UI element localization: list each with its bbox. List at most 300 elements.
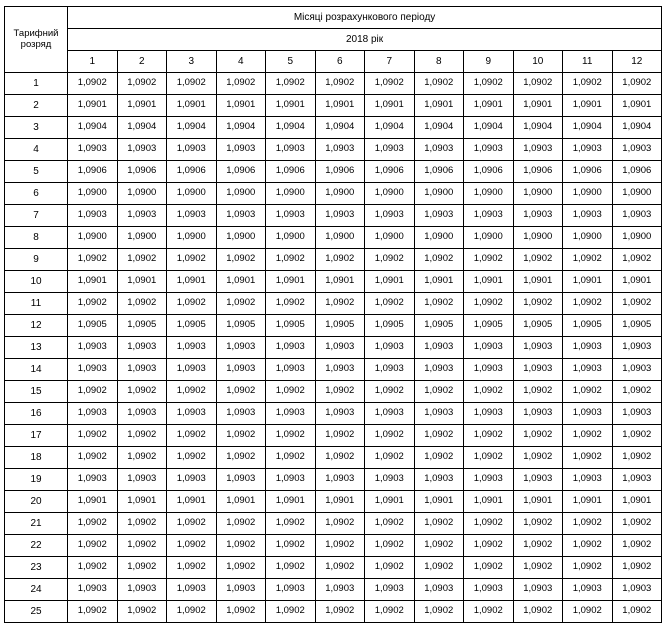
coefficient-cell: 1,0900 [414, 183, 464, 205]
corner-header-line2: розряд [20, 38, 52, 50]
coefficient-cell: 1,0901 [216, 491, 266, 513]
month-header-2: 2 [117, 51, 167, 73]
row-header-tariff-rank: 23 [5, 557, 68, 579]
coefficient-cell: 1,0902 [117, 249, 167, 271]
coefficient-cell: 1,0902 [315, 381, 365, 403]
coefficient-cell: 1,0904 [414, 117, 464, 139]
coefficient-cell: 1,0906 [216, 161, 266, 183]
coefficient-cell: 1,0901 [315, 95, 365, 117]
coefficient-cell: 1,0903 [315, 205, 365, 227]
coefficient-cell: 1,0901 [414, 95, 464, 117]
coefficient-cell: 1,0901 [513, 271, 563, 293]
coefficient-cell: 1,0903 [464, 337, 514, 359]
coefficient-cell: 1,0902 [167, 601, 217, 623]
coefficient-cell: 1,0903 [513, 403, 563, 425]
table-row [5, 73, 662, 95]
coefficient-cell: 1,0903 [365, 337, 415, 359]
coefficient-cell: 1,0905 [612, 315, 662, 337]
coefficient-cell: 1,0902 [464, 535, 514, 557]
coefficient-cell: 1,0903 [315, 359, 365, 381]
month-header-9: 9 [464, 51, 514, 73]
table-row [5, 579, 662, 601]
coefficient-cell: 1,0902 [513, 535, 563, 557]
coefficient-cell: 1,0903 [315, 469, 365, 491]
coefficient-cell: 1,0902 [612, 73, 662, 95]
coefficient-cell: 1,0903 [216, 469, 266, 491]
table-row [5, 183, 662, 205]
coefficient-cell: 1,0903 [612, 359, 662, 381]
coefficient-cell: 1,0902 [216, 425, 266, 447]
month-header-4: 4 [216, 51, 266, 73]
coefficient-cell: 1,0903 [117, 359, 167, 381]
coefficient-cell: 1,0901 [117, 491, 167, 513]
coefficient-cell: 1,0903 [216, 205, 266, 227]
coefficient-cell: 1,0901 [612, 95, 662, 117]
coefficient-cell: 1,0902 [167, 425, 217, 447]
coefficient-cell: 1,0902 [414, 293, 464, 315]
coefficient-cell: 1,0902 [563, 557, 613, 579]
month-header-10: 10 [513, 51, 563, 73]
coefficient-cell: 1,0903 [414, 205, 464, 227]
coefficient-cell: 1,0902 [414, 601, 464, 623]
coefficient-cell: 1,0902 [216, 557, 266, 579]
coefficient-cell: 1,0906 [117, 161, 167, 183]
coefficient-cell: 1,0903 [167, 469, 217, 491]
coefficient-cell: 1,0901 [414, 271, 464, 293]
coefficient-cell: 1,0903 [612, 337, 662, 359]
row-header-tariff-rank: 22 [5, 535, 68, 557]
coefficient-cell: 1,0903 [513, 579, 563, 601]
coefficient-cell: 1,0903 [513, 337, 563, 359]
coefficient-cell: 1,0900 [266, 227, 316, 249]
coefficient-cell: 1,0903 [117, 403, 167, 425]
coefficient-cell: 1,0902 [216, 73, 266, 95]
coefficient-cell: 1,0900 [68, 183, 118, 205]
coefficient-cell: 1,0903 [464, 579, 514, 601]
coefficient-cell: 1,0900 [117, 227, 167, 249]
coefficient-cell: 1,0902 [68, 381, 118, 403]
coefficient-cell: 1,0902 [315, 535, 365, 557]
coefficient-cell: 1,0906 [464, 161, 514, 183]
coefficient-cell: 1,0902 [464, 381, 514, 403]
table-row [5, 315, 662, 337]
coefficient-cell: 1,0903 [365, 579, 415, 601]
coefficient-cell: 1,0901 [464, 491, 514, 513]
coefficient-cell: 1,0902 [563, 601, 613, 623]
table-row [5, 205, 662, 227]
table-row [5, 403, 662, 425]
coefficient-cell: 1,0902 [464, 513, 514, 535]
coefficient-cell: 1,0902 [612, 425, 662, 447]
coefficient-cell: 1,0902 [464, 557, 514, 579]
coefficient-cell: 1,0903 [266, 403, 316, 425]
coefficient-cell: 1,0902 [414, 249, 464, 271]
coefficient-cell: 1,0903 [464, 403, 514, 425]
coefficient-cell: 1,0903 [414, 403, 464, 425]
coefficient-cell: 1,0906 [167, 161, 217, 183]
coefficient-cell: 1,0901 [216, 95, 266, 117]
coefficient-cell: 1,0902 [216, 293, 266, 315]
coefficient-cell: 1,0902 [563, 447, 613, 469]
coefficient-cell: 1,0905 [563, 315, 613, 337]
coefficient-cell: 1,0902 [365, 293, 415, 315]
coefficient-cell: 1,0902 [513, 293, 563, 315]
coefficient-cell: 1,0903 [464, 139, 514, 161]
coefficient-cell: 1,0900 [117, 183, 167, 205]
coefficient-cell: 1,0903 [563, 469, 613, 491]
coefficient-cell: 1,0901 [68, 95, 118, 117]
coefficient-cell: 1,0905 [464, 315, 514, 337]
coefficient-cell: 1,0902 [365, 557, 415, 579]
coefficient-cell: 1,0901 [365, 95, 415, 117]
coefficient-cell: 1,0901 [414, 491, 464, 513]
coefficient-cell: 1,0902 [216, 249, 266, 271]
table-row [5, 227, 662, 249]
coefficient-cell: 1,0902 [315, 293, 365, 315]
coefficient-cell: 1,0903 [464, 469, 514, 491]
coefficient-cell: 1,0903 [266, 205, 316, 227]
coefficient-cell: 1,0902 [266, 557, 316, 579]
coefficient-cell: 1,0905 [315, 315, 365, 337]
coefficient-cell: 1,0905 [117, 315, 167, 337]
coefficient-cell: 1,0902 [216, 381, 266, 403]
coefficient-cell: 1,0901 [563, 95, 613, 117]
coefficient-cell: 1,0902 [117, 447, 167, 469]
coefficient-cell: 1,0903 [216, 403, 266, 425]
coefficient-cell: 1,0902 [68, 447, 118, 469]
coefficient-cell: 1,0900 [464, 227, 514, 249]
coefficient-cell: 1,0902 [216, 535, 266, 557]
coefficient-cell: 1,0903 [167, 205, 217, 227]
coefficient-cell: 1,0902 [68, 73, 118, 95]
coefficient-cell: 1,0904 [216, 117, 266, 139]
coefficient-cell: 1,0903 [563, 337, 613, 359]
coefficient-cell: 1,0902 [513, 249, 563, 271]
coefficient-cell: 1,0902 [414, 425, 464, 447]
coefficient-cell: 1,0903 [414, 579, 464, 601]
coefficient-cell: 1,0905 [365, 315, 415, 337]
coefficient-cell: 1,0900 [612, 227, 662, 249]
month-header-5: 5 [266, 51, 316, 73]
coefficient-cell: 1,0900 [266, 183, 316, 205]
table-row [5, 513, 662, 535]
coefficient-cell: 1,0903 [167, 139, 217, 161]
row-header-tariff-rank: 16 [5, 403, 68, 425]
coefficient-cell: 1,0900 [315, 183, 365, 205]
coefficient-cell: 1,0904 [612, 117, 662, 139]
coefficient-cell: 1,0902 [266, 381, 316, 403]
coefficient-cell: 1,0902 [612, 447, 662, 469]
row-header-tariff-rank: 14 [5, 359, 68, 381]
coefficient-cell: 1,0901 [266, 271, 316, 293]
tariff-coefficients-table [4, 6, 662, 623]
coefficient-cell: 1,0903 [167, 403, 217, 425]
coefficient-cell: 1,0903 [612, 205, 662, 227]
coefficient-cell: 1,0902 [315, 601, 365, 623]
coefficient-cell: 1,0902 [68, 557, 118, 579]
coefficient-cell: 1,0903 [117, 337, 167, 359]
coefficient-cell: 1,0901 [216, 271, 266, 293]
header-year-title: 2018 рік [68, 29, 662, 51]
coefficient-cell: 1,0903 [266, 139, 316, 161]
row-header-tariff-rank: 25 [5, 601, 68, 623]
coefficient-cell: 1,0902 [612, 381, 662, 403]
month-header-8: 8 [414, 51, 464, 73]
table-row [5, 117, 662, 139]
coefficient-cell: 1,0903 [612, 579, 662, 601]
corner-header-line1: Тарифний [13, 27, 59, 39]
coefficient-cell: 1,0903 [513, 359, 563, 381]
header-period-title: Місяці розрахункового періоду [68, 7, 662, 29]
coefficient-cell: 1,0901 [266, 95, 316, 117]
coefficient-cell: 1,0905 [216, 315, 266, 337]
coefficient-cell: 1,0901 [513, 95, 563, 117]
coefficient-cell: 1,0903 [117, 469, 167, 491]
coefficient-cell: 1,0902 [68, 293, 118, 315]
row-header-tariff-rank: 20 [5, 491, 68, 513]
coefficient-cell: 1,0902 [167, 557, 217, 579]
row-header-tariff-rank: 18 [5, 447, 68, 469]
coefficient-cell: 1,0903 [365, 359, 415, 381]
month-header-7: 7 [365, 51, 415, 73]
coefficient-cell: 1,0903 [68, 139, 118, 161]
coefficient-cell: 1,0902 [563, 425, 613, 447]
coefficient-cell: 1,0903 [216, 359, 266, 381]
coefficient-cell: 1,0902 [68, 535, 118, 557]
coefficient-cell: 1,0903 [414, 139, 464, 161]
coefficient-cell: 1,0902 [513, 447, 563, 469]
table-row [5, 425, 662, 447]
coefficient-cell: 1,0900 [216, 183, 266, 205]
coefficient-cell: 1,0901 [167, 491, 217, 513]
coefficient-cell: 1,0900 [315, 227, 365, 249]
coefficient-cell: 1,0902 [167, 249, 217, 271]
table-head [5, 7, 662, 73]
coefficient-cell: 1,0903 [612, 139, 662, 161]
coefficient-cell: 1,0902 [167, 293, 217, 315]
coefficient-cell: 1,0901 [365, 271, 415, 293]
coefficient-cell: 1,0903 [117, 205, 167, 227]
table-row [5, 491, 662, 513]
coefficient-cell: 1,0903 [266, 469, 316, 491]
coefficient-cell: 1,0901 [315, 271, 365, 293]
row-header-tariff-rank: 10 [5, 271, 68, 293]
coefficient-cell: 1,0903 [464, 205, 514, 227]
coefficient-cell: 1,0903 [68, 359, 118, 381]
coefficient-cell: 1,0903 [612, 403, 662, 425]
coefficient-cell: 1,0904 [266, 117, 316, 139]
coefficient-cell: 1,0901 [266, 491, 316, 513]
coefficient-cell: 1,0902 [216, 513, 266, 535]
coefficient-cell: 1,0906 [315, 161, 365, 183]
coefficient-cell: 1,0902 [68, 249, 118, 271]
coefficient-cell: 1,0903 [167, 579, 217, 601]
coefficient-cell: 1,0901 [167, 271, 217, 293]
coefficient-cell: 1,0903 [513, 205, 563, 227]
coefficient-cell: 1,0903 [315, 579, 365, 601]
table-row [5, 271, 662, 293]
coefficient-cell: 1,0902 [464, 73, 514, 95]
row-header-tariff-rank: 19 [5, 469, 68, 491]
coefficient-cell: 1,0902 [266, 447, 316, 469]
coefficient-cell: 1,0902 [68, 513, 118, 535]
coefficient-cell: 1,0902 [216, 447, 266, 469]
month-header-3: 3 [167, 51, 217, 73]
coefficient-cell: 1,0903 [266, 579, 316, 601]
coefficient-cell: 1,0906 [266, 161, 316, 183]
coefficient-cell: 1,0901 [563, 271, 613, 293]
coefficient-cell: 1,0906 [414, 161, 464, 183]
table-row [5, 249, 662, 271]
table-row [5, 161, 662, 183]
coefficient-cell: 1,0902 [365, 535, 415, 557]
coefficient-cell: 1,0903 [365, 403, 415, 425]
coefficient-cell: 1,0903 [414, 359, 464, 381]
row-header-tariff-rank: 13 [5, 337, 68, 359]
row-header-tariff-rank: 2 [5, 95, 68, 117]
coefficient-cell: 1,0906 [513, 161, 563, 183]
row-header-tariff-rank: 24 [5, 579, 68, 601]
coefficient-cell: 1,0903 [414, 469, 464, 491]
coefficient-cell: 1,0904 [513, 117, 563, 139]
coefficient-cell: 1,0904 [315, 117, 365, 139]
coefficient-cell: 1,0902 [266, 425, 316, 447]
coefficient-cell: 1,0906 [612, 161, 662, 183]
row-header-tariff-rank: 21 [5, 513, 68, 535]
coefficient-cell: 1,0902 [365, 381, 415, 403]
coefficient-cell: 1,0902 [167, 535, 217, 557]
header-row-period [5, 7, 662, 29]
coefficient-cell: 1,0902 [117, 601, 167, 623]
row-header-tariff-rank: 17 [5, 425, 68, 447]
table-body [5, 73, 662, 623]
coefficient-cell: 1,0902 [68, 601, 118, 623]
coefficient-cell: 1,0902 [612, 535, 662, 557]
table-row [5, 469, 662, 491]
coefficient-cell: 1,0902 [216, 601, 266, 623]
coefficient-cell: 1,0906 [68, 161, 118, 183]
table-row [5, 601, 662, 623]
coefficient-cell: 1,0903 [117, 579, 167, 601]
coefficient-cell: 1,0904 [167, 117, 217, 139]
coefficient-cell: 1,0902 [612, 513, 662, 535]
header-row-months [5, 51, 662, 73]
month-header-12: 12 [612, 51, 662, 73]
coefficient-cell: 1,0904 [117, 117, 167, 139]
coefficient-cell: 1,0903 [365, 139, 415, 161]
coefficient-cell: 1,0901 [68, 271, 118, 293]
coefficient-cell: 1,0902 [513, 601, 563, 623]
coefficient-cell: 1,0903 [563, 205, 613, 227]
coefficient-cell: 1,0902 [563, 73, 613, 95]
coefficient-cell: 1,0902 [414, 447, 464, 469]
table-row [5, 557, 662, 579]
month-header-1: 1 [68, 51, 118, 73]
coefficient-cell: 1,0900 [167, 183, 217, 205]
coefficient-cell: 1,0904 [365, 117, 415, 139]
coefficient-cell: 1,0902 [464, 447, 514, 469]
coefficient-cell: 1,0904 [68, 117, 118, 139]
coefficient-cell: 1,0903 [68, 403, 118, 425]
coefficient-cell: 1,0902 [315, 513, 365, 535]
coefficient-cell: 1,0902 [266, 293, 316, 315]
coefficient-cell: 1,0901 [315, 491, 365, 513]
coefficient-cell: 1,0902 [414, 557, 464, 579]
coefficient-cell: 1,0903 [216, 579, 266, 601]
coefficient-cell: 1,0901 [612, 491, 662, 513]
row-header-tariff-rank: 4 [5, 139, 68, 161]
coefficient-cell: 1,0902 [513, 73, 563, 95]
coefficient-cell: 1,0900 [216, 227, 266, 249]
row-header-tariff-rank: 11 [5, 293, 68, 315]
coefficient-cell: 1,0900 [365, 227, 415, 249]
coefficient-cell: 1,0900 [563, 227, 613, 249]
coefficient-cell: 1,0904 [464, 117, 514, 139]
row-header-tariff-rank: 5 [5, 161, 68, 183]
coefficient-cell: 1,0903 [365, 469, 415, 491]
coefficient-cell: 1,0905 [266, 315, 316, 337]
coefficient-cell: 1,0902 [117, 381, 167, 403]
row-header-tariff-rank: 9 [5, 249, 68, 271]
coefficient-cell: 1,0905 [167, 315, 217, 337]
coefficient-cell: 1,0901 [117, 271, 167, 293]
coefficient-cell: 1,0902 [612, 249, 662, 271]
coefficient-cell: 1,0902 [315, 447, 365, 469]
coefficient-cell: 1,0902 [266, 513, 316, 535]
coefficient-cell: 1,0904 [563, 117, 613, 139]
coefficient-cell: 1,0902 [167, 73, 217, 95]
coefficient-cell: 1,0902 [513, 513, 563, 535]
coefficient-cell: 1,0902 [365, 73, 415, 95]
row-header-tariff-rank: 8 [5, 227, 68, 249]
coefficient-cell: 1,0902 [68, 425, 118, 447]
coefficient-cell: 1,0902 [612, 601, 662, 623]
coefficient-cell: 1,0901 [464, 95, 514, 117]
coefficient-cell: 1,0905 [513, 315, 563, 337]
coefficient-cell: 1,0902 [414, 73, 464, 95]
coefficient-cell: 1,0900 [464, 183, 514, 205]
coefficient-cell: 1,0902 [563, 535, 613, 557]
coefficient-cell: 1,0901 [612, 271, 662, 293]
coefficient-cell: 1,0902 [612, 557, 662, 579]
coefficient-cell: 1,0902 [266, 535, 316, 557]
coefficient-cell: 1,0903 [68, 337, 118, 359]
coefficient-cell: 1,0903 [563, 359, 613, 381]
table-row [5, 337, 662, 359]
coefficient-cell: 1,0903 [612, 469, 662, 491]
coefficient-cell: 1,0900 [414, 227, 464, 249]
coefficient-cell: 1,0906 [365, 161, 415, 183]
corner-header-tariff-rank [5, 7, 68, 73]
row-header-tariff-rank: 1 [5, 73, 68, 95]
month-header-6: 6 [315, 51, 365, 73]
coefficient-cell: 1,0906 [563, 161, 613, 183]
coefficient-cell: 1,0902 [315, 557, 365, 579]
coefficient-cell: 1,0903 [216, 337, 266, 359]
coefficient-cell: 1,0900 [167, 227, 217, 249]
month-header-11: 11 [563, 51, 613, 73]
row-header-tariff-rank: 12 [5, 315, 68, 337]
coefficient-cell: 1,0902 [414, 381, 464, 403]
coefficient-cell: 1,0902 [464, 425, 514, 447]
coefficient-cell: 1,0900 [612, 183, 662, 205]
coefficient-cell: 1,0900 [513, 183, 563, 205]
row-header-tariff-rank: 6 [5, 183, 68, 205]
coefficient-cell: 1,0902 [117, 535, 167, 557]
coefficient-cell: 1,0902 [464, 249, 514, 271]
coefficient-cell: 1,0902 [365, 447, 415, 469]
coefficient-cell: 1,0903 [365, 205, 415, 227]
